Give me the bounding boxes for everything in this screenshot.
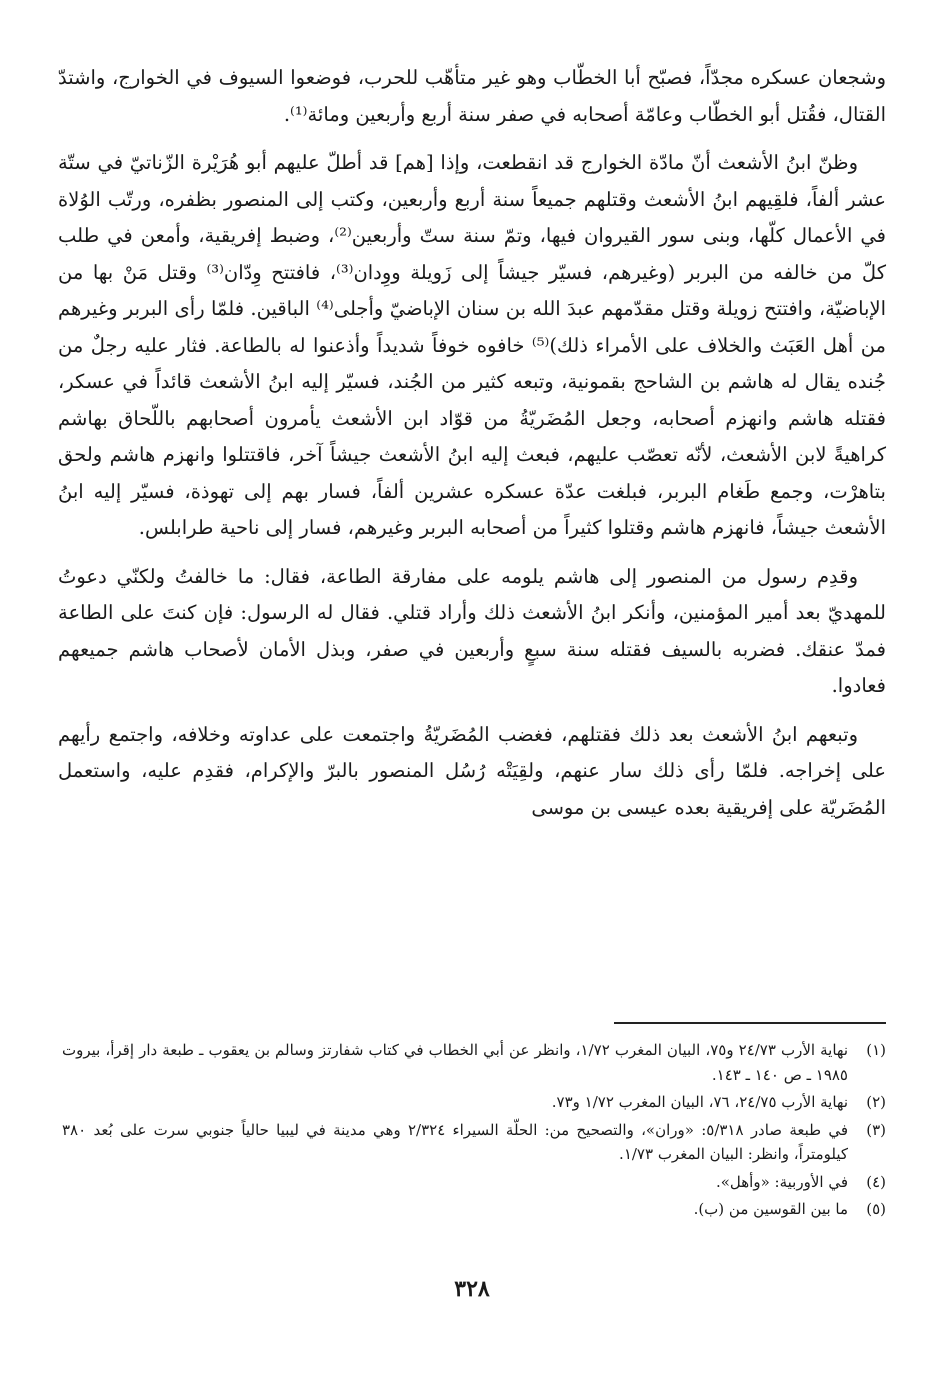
footnote-text: نهاية الأرب ٢٤/٧٣ و٧٥، البيان المغرب ١/٧٢، وانظر عن أبي الخطاب في كتاب شفارتز وسالم بن يعقوب ـ طبعة دار إقرأ، بيروت ١٩٨٥ ـ ص ١٤٠ ـ ١٤٣. bbox=[62, 1041, 848, 1084]
paragraph-3: وقدِم رسول من المنصور إلى هاشم يلومه على مفارقة الطاعة، فقال: ما خالفتُ ولكنّي دعوتُ للمهديّ بعد أمير المؤمنين، وأنكر ابنُ الأشعث ذلك وأراد قتلي. فقال له الرسول: فإن كنتَ على الطاعة فمدّ عنقك. فضربه بالسيف فقتله سنة سبعٍ وأربعين في صفر، وبذل الأمان لأصحاب هاشم جميعهم فعادوا. bbox=[58, 564, 886, 697]
footnote-text: في طبعة صادر ٥/٣١٨: «وران»، والتصحيح من: الحلّة السيراء ٢/٣٢٤ وهي مدينة في ليبيا حالياً جنوبي سرت على بُعد ٣٨٠ كيلومتراً، وانظر: البيان المغرب ١/٧٣. bbox=[62, 1120, 848, 1163]
footnote-text: ما بين القوسين من (ب). bbox=[693, 1200, 848, 1218]
footnote-4 bbox=[62, 1170, 886, 1195]
main-text bbox=[58, 60, 886, 838]
footnote-3 bbox=[62, 1118, 886, 1167]
footnote-1 bbox=[62, 1038, 886, 1087]
paragraph-1: وشجعان عسكره مجدّاً، فصبّح أبا الخطّاب وهو غير متأهّب للحرب، فوضعوا السيوف في الخوارج، واشتدّ القتال، فقُتل أبو الخطّاب وعامّة أصحابه في صفر سنة أربع وأربعين ومائة⁽¹⁾. bbox=[58, 66, 886, 126]
footnote-number: (٥) bbox=[866, 1200, 886, 1218]
footnote-text: نهاية الأرب ٢٤/٧٥، ٧٦، البيان المغرب ١/٧٢ و٧٣. bbox=[551, 1093, 848, 1111]
footnote-number: (٣) bbox=[866, 1120, 886, 1139]
paragraph-4: وتبعهم ابنُ الأشعث بعد ذلك فقتلهم، فغضب المُضَريّةُ واجتمعت على عداوته وخلافه، واجتمع رأيهم على إخراجه. فلمّا رأى ذلك سار عنهم، ولقِيَتْه رُسُل المنصور بالبرّ والإكرام، فقدِم عليه، واستعمل المُضَريّة على إفريقية بعده عيسى بن موسى bbox=[58, 722, 886, 819]
footnote-5 bbox=[62, 1197, 886, 1222]
footnote-number: (١) bbox=[866, 1041, 886, 1059]
footnote-number: (٢) bbox=[866, 1093, 886, 1111]
page-number: ٣٢٨ bbox=[454, 1276, 490, 1302]
footnotes bbox=[62, 1038, 886, 1225]
footnote-text: في الأوربية: «وأهل». bbox=[715, 1172, 848, 1191]
footnote-divider bbox=[614, 1022, 886, 1024]
paragraph-2: وظنّ ابنُ الأشعث أنّ مادّة الخوارج قد انقطعت، وإذا [هم] قد أطلّ عليهم أبو هُرَيْرة الزّناتيّ في ستّة عشر ألفاً، فلقِيهم ابنُ الأشعث وقتلهم جميعاً سنة أربع وأربعين، وكتب إلى المنصور بظفره، ورتّب الوُلاة في الأعمال كلّها، وبنى سور القيروان فيها، وتمّ سنة ستّ وأربعين⁽²⁾، وضبط إفريقية، وأمعن في طلب كلّ من خالفه من البربر (وغيرهم، فسيّر جيشاً إلى زَويلة ووِدان⁽³⁾، فافتتح وِدّان⁽³⁾ وقتل مَنْ بها من الإباضيّة، وافتتح زويلة وقتل مقدّمهم عبدَ الله بن سنان الإباضيّ وأجلى⁽⁴⁾ الباقين. فلمّا رأى البربر وغيرهم من أهل العَبَث والخلاف على الأمراء ذلك)⁽⁵⁾ خافوه خوفاً شديداً وأذعنوا له بالطاعة. فثار عليه رجلٌ من جُنده يقال له هاشم بن الشاحج بقمونية، وتبعه كثير من الجُند، فسيّر إليه ابنُ الأشعث قائداً في عسكر، فقتله هاشم وانهزم أصحابه، وجعل المُضَريّةُ من قوّاد ابن الأشعث يأمرون أصحابهم باللّحاق بهاشم كراهيةً لابن الأشعث، لأنّه تعصّب عليهم، فبعث إليه ابنُ الأشعث جيشاً آخر، فاقتتلوا وانهزم هاشم ولحق بتاهرْت، وجمع طَغام البربر، فبلغت عدّة عسكره عشرين ألفاً، فسار بهم إلى تهوذة، فسيّر إليه ابنُ الأشعث جيشاً، فانهزم هاشم وقتلوا كثيراً من أصحابه البربر وغيرهم، فسار إلى ناحية طرابلس. bbox=[58, 151, 887, 539]
footnote-2 bbox=[62, 1090, 886, 1115]
footnote-number: (٤) bbox=[866, 1172, 886, 1191]
